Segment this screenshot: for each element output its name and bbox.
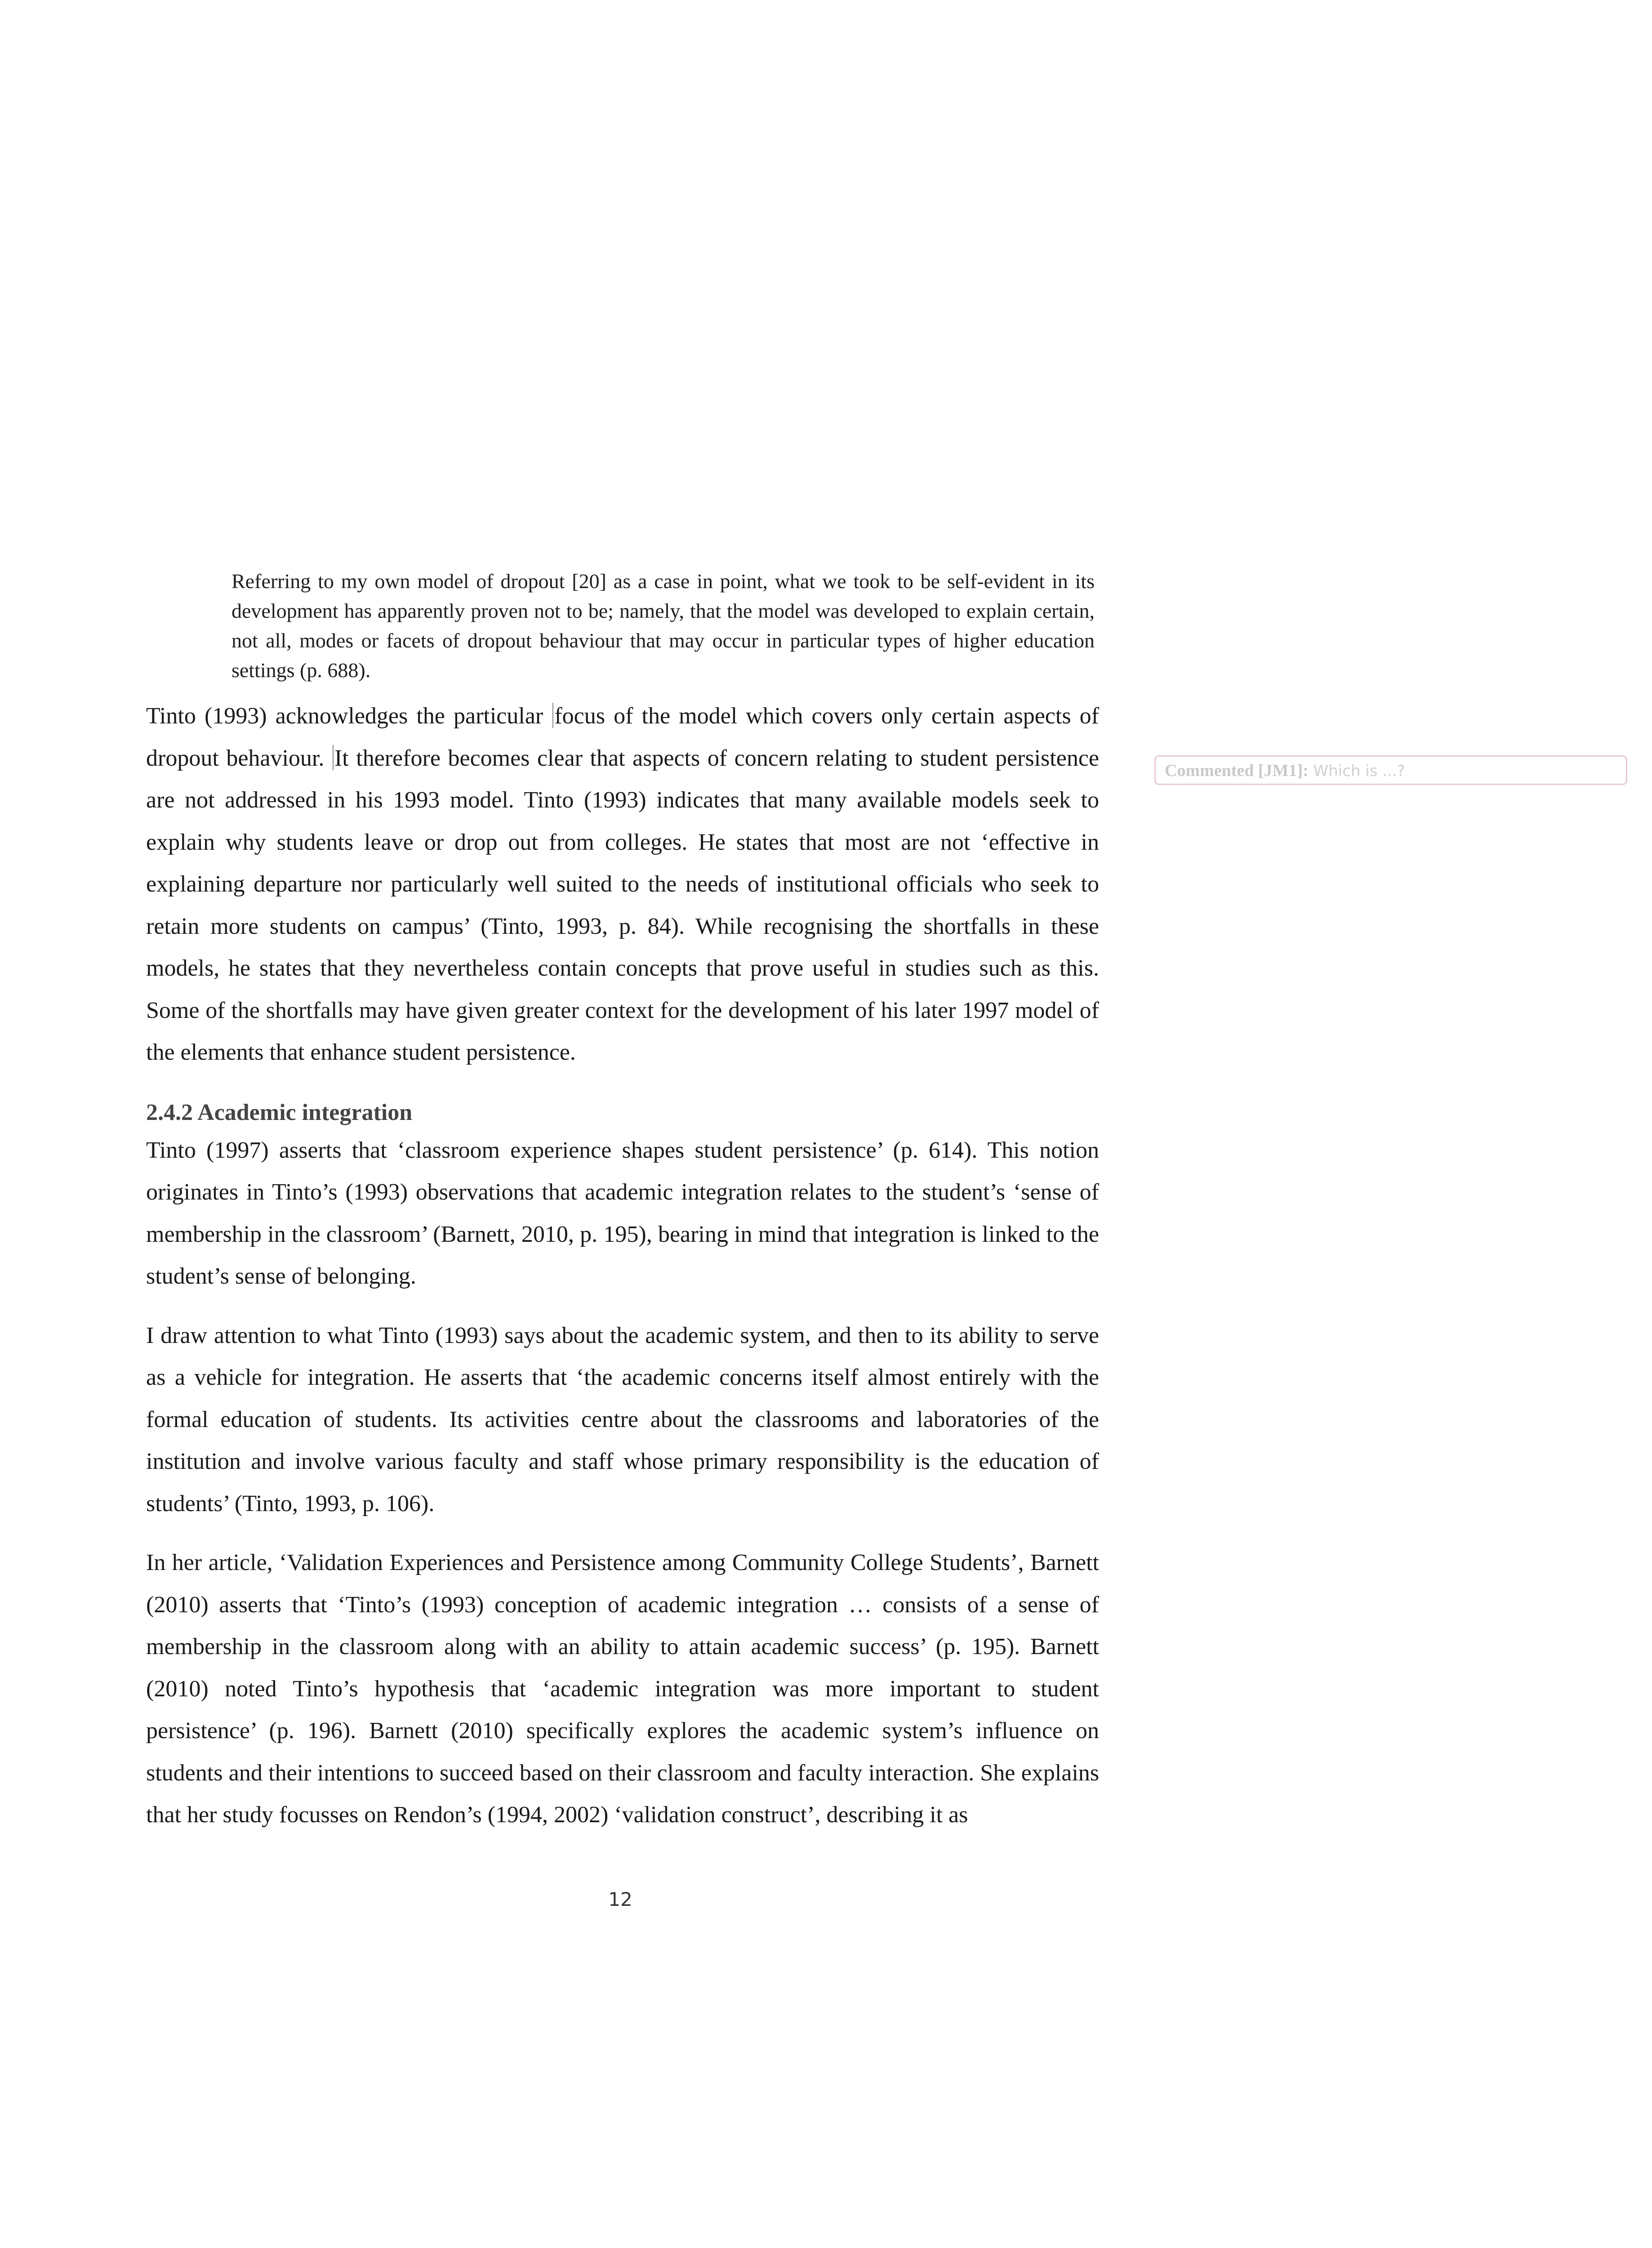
block-quote: Referring to my own model of dropout [20] as a case in point, what we took to be self-evident in its development has apparently proven not to be; namely, that the model was developed to explain certain, not all, modes or facets of dropout behaviour that may occur in particular types of higher education settings (p. 688). [232,570,1095,682]
comment-balloon[interactable] [1154,755,1627,785]
paragraph-text: It therefore becomes clear that aspects of concern relating to student persistence are not addressed in his 1993 model. Tinto (1993) indicates that many available models seek to explain why students leave or drop out from colleges. He states that most are not ‘effective in explaining departure nor particularly well suited to the needs of institutional officials who seek to retain more students on campus’ (Tinto, 1993, p. 84). While recognising the shortfalls in these models, he states that they nevertheless contain concepts that prove useful in studies such as this. Some of the shortfalls may have given greater context for the development of his later 1997 model of the elements that enhance student persistence. [146,745,1099,1065]
page-number: 12 [608,1888,632,1910]
commented-text[interactable]: focus of the model which covers only certain aspects of dropout behaviour. [146,703,1099,771]
section-heading: 2.4.2 Academic integration [146,1099,413,1125]
paragraph-academic-system: I draw attention to what Tinto (1993) says about the academic system, and then to its ability to serve as a vehicle for integration. He asserts that ‘the academic concerns itself almost entirely with the formal education of students. Its activities centre about the classrooms and laboratories of the institution and involve various faculty and staff whose primary responsibility is the education of students’ (Tinto, 1993, p. 106). [146,1322,1099,1517]
paragraph-tinto-focus [146,695,1099,1074]
paragraph-text: Tinto (1993) acknowledges the particular [146,703,552,729]
comment-anchor-start-marker [552,703,553,728]
paragraph-classroom-experience: Tinto (1997) asserts that ‘classroom experience shapes student persistence’ (p. 614). This notion originates in Tinto’s (1993) observations that academic integration relates to the student’s ‘sense of membership in the classroom’ (Barnett, 2010, p. 195), bearing in mind that integration is linked to the student’s sense of belonging. [146,1137,1099,1289]
comment-author-label: Commented [JM1]: [1165,761,1309,780]
paragraph-barnett-article: In her article, ‘Validation Experiences and Persistence among Community College Students’, Barnett (2010) asserts that ‘Tinto’s (1993) conception of academic integration … consists of a sense of membership in the classroom along with an ability to attain academic success’ (p. 195). Barnett (2010) noted Tinto’s hypothesis that ‘academic integration was more important to student persistence’ (p. 196). Barnett (2010) specifically explores the academic system’s influence on students and their intentions to succeed based on their classroom and faculty interaction. She explains that her study focusses on Rendon’s (1994, 2002) ‘validation construct’, describing it as [146,1550,1099,1828]
comment-text: Which is ...? [1308,762,1405,780]
comment-anchor-end-marker [333,745,334,770]
document-body [146,566,1099,1836]
